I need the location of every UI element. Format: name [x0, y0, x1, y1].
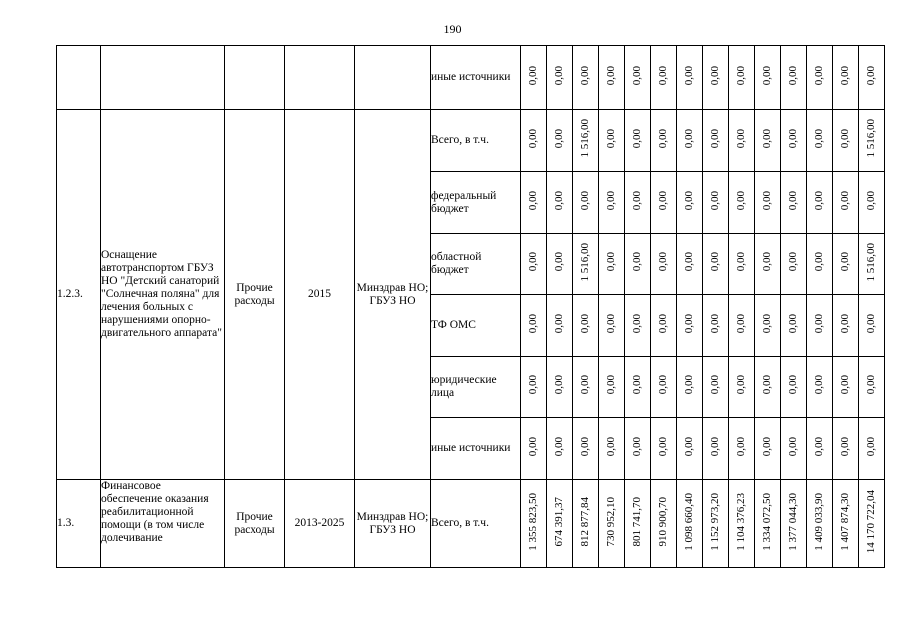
amount-value: 0,00 [527, 65, 540, 86]
amount-cell [521, 46, 547, 110]
amount-cell [547, 46, 573, 110]
amount-value: 0,00 [761, 128, 774, 149]
amount-cell [729, 46, 755, 110]
amount-cell [833, 172, 859, 234]
amount-value: 0,00 [787, 65, 800, 86]
funding-source: Всего, в т.ч. [431, 480, 521, 568]
amount-value: 14 170 722,04 [865, 489, 878, 554]
amount-value: 0,00 [813, 128, 826, 149]
amount-cell [781, 110, 807, 172]
amount-cell [651, 418, 677, 480]
amount-value: 0,00 [631, 375, 644, 395]
amount-value: 0,00 [657, 375, 670, 395]
amount-cell [859, 46, 885, 110]
amount-value: 0,00 [813, 436, 826, 457]
amount-cell [729, 418, 755, 480]
amount-value: 0,00 [839, 190, 852, 211]
amount-cell [521, 234, 547, 295]
amount-cell [547, 480, 573, 568]
amount-cell [599, 295, 625, 357]
amount-cell [729, 357, 755, 418]
amount-cell [781, 46, 807, 110]
amount-cell [573, 234, 599, 295]
amount-value: 0,00 [813, 375, 826, 395]
amount-cell [859, 480, 885, 568]
amount-value: 0,00 [709, 313, 722, 334]
amount-value: 0,00 [527, 436, 540, 457]
amount-value: 0,00 [683, 252, 696, 272]
amount-cell [807, 295, 833, 357]
amount-value: 1 098 660,40 [683, 492, 696, 551]
amount-value: 812 877,84 [579, 496, 592, 547]
amount-cell [859, 295, 885, 357]
amount-value: 0,00 [579, 65, 592, 86]
amount-cell [651, 172, 677, 234]
amount-value: 0,00 [761, 436, 774, 457]
amount-value: 0,00 [605, 313, 618, 334]
expense-type: Прочие расходы [225, 480, 285, 568]
amount-value: 0,00 [787, 313, 800, 334]
amount-cell [677, 418, 703, 480]
amount-cell [755, 480, 781, 568]
amount-cell [859, 357, 885, 418]
amount-value: 0,00 [735, 436, 748, 457]
amount-cell [807, 357, 833, 418]
funding-source: иные источники [431, 46, 521, 110]
amount-value: 910 900,70 [657, 496, 670, 547]
amount-value: 0,00 [735, 375, 748, 395]
amount-cell [755, 234, 781, 295]
table-row [57, 480, 885, 568]
amount-value: 0,00 [605, 252, 618, 272]
amount-cell [625, 172, 651, 234]
amount-cell [677, 234, 703, 295]
amount-cell [521, 357, 547, 418]
amount-value: 0,00 [527, 128, 540, 149]
empty-cell [355, 46, 431, 110]
amount-cell [573, 295, 599, 357]
amount-value: 0,00 [787, 190, 800, 211]
amount-cell [547, 172, 573, 234]
amount-cell [703, 234, 729, 295]
amount-value: 1 516,00 [579, 242, 592, 282]
amount-cell [677, 110, 703, 172]
amount-cell [651, 357, 677, 418]
amount-value: 1 152 973,20 [709, 492, 722, 551]
amount-cell [521, 418, 547, 480]
amount-value: 0,00 [683, 313, 696, 334]
executor: Минздрав НО; ГБУЗ НО [355, 480, 431, 568]
amount-value: 0,00 [553, 65, 566, 86]
amount-value: 1 516,00 [865, 242, 878, 282]
amount-cell [755, 172, 781, 234]
amount-value: 0,00 [839, 252, 852, 272]
amount-cell [807, 480, 833, 568]
amount-cell [547, 418, 573, 480]
amount-cell [677, 172, 703, 234]
amount-value: 0,00 [631, 190, 644, 211]
amount-cell [651, 110, 677, 172]
amount-cell [833, 357, 859, 418]
amount-value: 0,00 [865, 375, 878, 395]
amount-value: 0,00 [631, 436, 644, 457]
amount-value: 0,00 [553, 313, 566, 334]
amount-value: 0,00 [839, 313, 852, 334]
amount-cell [521, 110, 547, 172]
continuation-row [57, 46, 885, 110]
amount-cell [625, 110, 651, 172]
amount-value: 0,00 [813, 252, 826, 272]
amount-value: 0,00 [735, 128, 748, 149]
amount-cell [625, 357, 651, 418]
amount-value: 0,00 [605, 375, 618, 395]
amount-value: 0,00 [839, 128, 852, 149]
amount-value: 0,00 [865, 436, 878, 457]
amount-cell [521, 480, 547, 568]
amount-cell [599, 234, 625, 295]
amount-value: 0,00 [839, 375, 852, 395]
amount-cell [599, 46, 625, 110]
table-row [57, 110, 885, 172]
amount-value: 0,00 [787, 375, 800, 395]
amount-value: 1 516,00 [865, 119, 878, 158]
amount-value: 0,00 [527, 375, 540, 395]
amount-cell [729, 110, 755, 172]
amount-cell [521, 172, 547, 234]
budget-table [56, 45, 885, 568]
amount-cell [781, 172, 807, 234]
period: 2015 [285, 110, 355, 480]
amount-value: 0,00 [735, 313, 748, 334]
amount-value: 1 409 033,90 [813, 492, 826, 551]
amount-cell [781, 357, 807, 418]
amount-value: 0,00 [527, 313, 540, 334]
amount-cell [807, 418, 833, 480]
amount-cell [651, 480, 677, 568]
amount-cell [859, 418, 885, 480]
amount-cell [703, 295, 729, 357]
amount-cell [833, 480, 859, 568]
amount-value: 0,00 [709, 128, 722, 149]
amount-value: 0,00 [865, 65, 878, 86]
amount-value: 1 377 044,30 [787, 492, 800, 551]
amount-value: 0,00 [709, 252, 722, 272]
amount-cell [703, 172, 729, 234]
amount-cell [781, 234, 807, 295]
amount-value: 0,00 [527, 252, 540, 272]
amount-value: 0,00 [787, 128, 800, 149]
amount-value: 0,00 [839, 436, 852, 457]
item-number: 1.2.3. [57, 110, 101, 480]
amount-value: 0,00 [839, 65, 852, 86]
amount-cell [625, 418, 651, 480]
empty-cell [225, 46, 285, 110]
amount-value: 0,00 [865, 313, 878, 334]
amount-cell [755, 110, 781, 172]
amount-cell [547, 234, 573, 295]
amount-cell [625, 295, 651, 357]
amount-cell [573, 172, 599, 234]
amount-value: 801 741,70 [631, 496, 644, 547]
amount-cell [781, 295, 807, 357]
amount-cell [833, 110, 859, 172]
amount-value: 0,00 [709, 190, 722, 211]
amount-cell [677, 357, 703, 418]
amount-cell [677, 295, 703, 357]
amount-cell [755, 357, 781, 418]
empty-cell [285, 46, 355, 110]
amount-cell [651, 46, 677, 110]
amount-cell [599, 480, 625, 568]
amount-cell [599, 418, 625, 480]
amount-value: 0,00 [553, 436, 566, 457]
item-name: Оснащение автотранспортом ГБУЗ НО "Детский санаторий "Солнечная поляна" для лечения больных с нарушениями опорно-двигательного аппарата" [101, 110, 225, 480]
funding-source: юридические лица [431, 357, 521, 418]
amount-cell [703, 480, 729, 568]
amount-cell [833, 295, 859, 357]
amount-value: 0,00 [735, 190, 748, 211]
amount-value: 0,00 [657, 436, 670, 457]
amount-cell [755, 46, 781, 110]
amount-value: 0,00 [657, 252, 670, 272]
funding-source: областной бюджет [431, 234, 521, 295]
amount-value: 0,00 [579, 436, 592, 457]
amount-value: 0,00 [761, 375, 774, 395]
amount-value: 0,00 [553, 128, 566, 149]
amount-value: 674 391,37 [553, 496, 566, 547]
funding-source: ТФ ОМС [431, 295, 521, 357]
amount-cell [807, 110, 833, 172]
amount-cell [599, 110, 625, 172]
page-number: 190 [443, 22, 462, 36]
period: 2013-2025 [285, 480, 355, 568]
amount-value: 0,00 [735, 252, 748, 272]
amount-cell [573, 46, 599, 110]
amount-cell [677, 480, 703, 568]
amount-value: 0,00 [579, 313, 592, 334]
amount-value: 1 355 823,50 [527, 492, 540, 551]
amount-value: 0,00 [813, 190, 826, 211]
item-name: Финансовое обеспечение оказания реабилитационной помощи (в том числе долечивание [101, 480, 225, 568]
amount-cell [573, 357, 599, 418]
amount-value: 0,00 [865, 190, 878, 211]
amount-value: 0,00 [631, 252, 644, 272]
amount-value: 0,00 [527, 190, 540, 211]
amount-value: 0,00 [787, 436, 800, 457]
amount-value: 0,00 [813, 313, 826, 334]
amount-value: 730 952,10 [605, 496, 618, 547]
amount-value: 0,00 [605, 128, 618, 149]
amount-value: 0,00 [657, 65, 670, 86]
amount-value: 0,00 [761, 190, 774, 211]
amount-value: 0,00 [683, 190, 696, 211]
amount-cell [625, 46, 651, 110]
amount-value: 0,00 [683, 128, 696, 149]
amount-value: 0,00 [787, 252, 800, 272]
amount-value: 0,00 [683, 436, 696, 457]
amount-cell [703, 357, 729, 418]
amount-value: 0,00 [553, 190, 566, 211]
item-number: 1.3. [57, 480, 101, 568]
amount-cell [859, 110, 885, 172]
amount-cell [573, 110, 599, 172]
amount-value: 1 334 072,50 [761, 492, 774, 551]
amount-value: 0,00 [657, 190, 670, 211]
amount-cell [599, 172, 625, 234]
amount-value: 0,00 [683, 65, 696, 86]
amount-cell [677, 46, 703, 110]
amount-cell [807, 234, 833, 295]
empty-cell [57, 46, 101, 110]
amount-value: 0,00 [605, 190, 618, 211]
amount-value: 0,00 [631, 65, 644, 86]
amount-value: 0,00 [631, 128, 644, 149]
amount-cell [547, 357, 573, 418]
amount-value: 0,00 [579, 375, 592, 395]
amount-value: 0,00 [761, 313, 774, 334]
amount-cell [625, 234, 651, 295]
amount-value: 0,00 [605, 436, 618, 457]
amount-cell [833, 46, 859, 110]
amount-value: 1 516,00 [579, 119, 592, 158]
amount-cell [573, 418, 599, 480]
amount-cell [755, 295, 781, 357]
amount-cell [833, 418, 859, 480]
funding-source: Всего, в т.ч. [431, 110, 521, 172]
amount-cell [807, 172, 833, 234]
empty-cell [101, 46, 225, 110]
amount-cell [781, 418, 807, 480]
amount-cell [729, 172, 755, 234]
amount-cell [859, 234, 885, 295]
funding-source: иные источники [431, 418, 521, 480]
amount-value: 0,00 [761, 65, 774, 86]
amount-value: 1 407 874,30 [839, 492, 852, 551]
amount-cell [547, 110, 573, 172]
executor: Минздрав НО; ГБУЗ НО [355, 110, 431, 480]
amount-cell [651, 234, 677, 295]
amount-cell [521, 295, 547, 357]
amount-value: 0,00 [709, 65, 722, 86]
amount-value: 0,00 [605, 65, 618, 86]
amount-cell [807, 46, 833, 110]
amount-value: 0,00 [553, 252, 566, 272]
amount-cell [755, 418, 781, 480]
amount-cell [651, 295, 677, 357]
amount-cell [781, 480, 807, 568]
amount-cell [703, 46, 729, 110]
funding-source: федеральный бюджет [431, 172, 521, 234]
amount-value: 0,00 [579, 190, 592, 211]
amount-cell [859, 172, 885, 234]
amount-cell [729, 234, 755, 295]
amount-value: 0,00 [813, 65, 826, 86]
amount-value: 0,00 [709, 375, 722, 395]
amount-value: 0,00 [683, 375, 696, 395]
amount-value: 0,00 [657, 128, 670, 149]
amount-value: 0,00 [553, 375, 566, 395]
amount-cell [547, 295, 573, 357]
amount-value: 1 104 376,23 [735, 492, 748, 551]
amount-cell [573, 480, 599, 568]
amount-cell [729, 480, 755, 568]
amount-cell [729, 295, 755, 357]
amount-value: 0,00 [631, 313, 644, 334]
amount-cell [625, 480, 651, 568]
amount-value: 0,00 [657, 313, 670, 334]
amount-cell [703, 110, 729, 172]
amount-cell [599, 357, 625, 418]
amount-value: 0,00 [761, 252, 774, 272]
amount-cell [833, 234, 859, 295]
expense-type: Прочие расходы [225, 110, 285, 480]
amount-value: 0,00 [735, 65, 748, 86]
amount-cell [703, 418, 729, 480]
amount-value: 0,00 [709, 436, 722, 457]
